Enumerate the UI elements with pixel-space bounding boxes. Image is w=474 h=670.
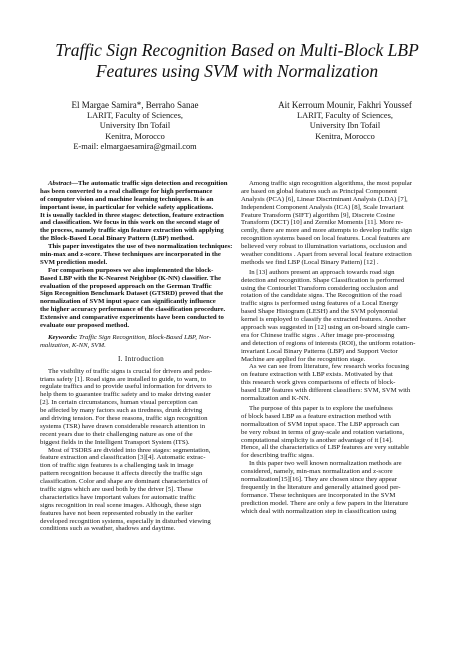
text-line: era for Chinese traffic signs . After image pre-processing [241,331,395,339]
text-line: normalization of SVM input space can significantly influence [40,298,216,306]
text-line: invariant Local Binary Patterns (LBP) and Support Vector [241,347,398,355]
text-line: min-max and z-score. These techniques are incorporated in the [40,251,221,259]
affiliation-line: LARIT, Faculty of Sciences, [297,110,393,120]
text-line: cently, there are more and more attempts to develop traffic sign [241,227,412,235]
text-line: kernel is employed to classify the extracted features. Another [241,316,407,324]
text-line: trians safety [1]. Road signs are installed to guide, to warn, to [40,375,207,383]
text-line: developed recognition systems, especially in disturbed viewing [40,517,211,525]
text-line: Based LBP with the K-Nearest Neighbor (K-NN) classifier. The [40,274,222,282]
text-line: the higher accuracy performance of the classification procedure. [40,306,226,314]
text-line: The visibility of traffic signs is crucial for drivers and pedes- [48,367,213,375]
text-line: Machine are applied for the recognition stage. [241,355,366,363]
text-line: and detection of regions of interests (ROI), the uniform rotation- [241,339,416,347]
body-paragraph [241,405,443,515]
text-line: approach was suggested in [12] using an on-board single cam- [241,324,410,332]
text-line: believed very robust to illumination variations, occlusion and [241,243,407,251]
text-line: normalization of SVM input space. The LBP approach can [241,420,400,428]
text-line: frequently in the literature and generally attained good per- [241,483,401,491]
text-line: biggest fields in the Intelligent Transport System (ITS). [40,438,190,446]
text-line: normalization and K-NN. [241,395,311,403]
author-block-2 [240,100,450,142]
text-line: and driving tension. For these reasons, traffic sign recognition [40,414,208,422]
text-line: the Block-Based Local Binary Pattern (LBP) method. [40,235,194,243]
keywords [40,334,242,350]
section-heading: I. Introduction [117,354,165,363]
text-line: Analysis (PCA) [6], Linear Discriminant Analysis (LDA) [7], [241,195,408,203]
text-line: computational simplicity is another advantage of it [14]. [241,436,393,444]
text-line: of computer vision and machine learning techniques. It is an [40,195,214,203]
text-line: Feature Transform (SIFT) algorithm [9], Discrete Cosine [241,211,395,219]
text-line: systems (TSR) have drawn considerable research attention in [40,422,206,430]
text-line: methods we find LBP (Local Binary Pattern) [12] . [241,258,379,266]
text-line: features have not been represented robustly in the earlier [40,509,193,517]
text-line: the process, namely traffic sign feature extraction with applying [40,227,224,235]
text-line: signs recognition in real scene images. Although, these sign [40,501,202,509]
text-line: prediction model. There are only a few papers in the literature [241,499,409,507]
keywords-text: Traffic Sign Recognition, Block-Based LBP, Nor- [77,333,212,341]
text-line: detection and recognition. Shape Classification is performed [241,276,405,284]
text-line: which deal with normalization step in classification using [241,507,397,515]
abstract [40,180,242,330]
text-line: In this paper two well known normalization methods are [249,460,402,468]
abstract-line [40,180,242,188]
text-line: weather conditions . Apart from several local feature extraction [241,251,412,259]
text-line: on feature extraction with LBP exists. Motivated by that [241,371,393,379]
text-line: tion of traffic sign features is a challenging task in image [40,462,194,470]
text-line: normalization[15][16]. They are chosen since they appear [241,475,397,483]
keywords-line [40,334,242,342]
text-line: Extensive and comparative experiments have been conducted to [40,314,224,322]
text-line: for describing traffic signs. [241,452,314,460]
text-line: feature extraction and classification [3][4]. Automatic extrac- [40,454,206,462]
right-column [241,180,443,515]
abstract-lead: Abstract [48,180,72,187]
text-line: Independent Component Analysis (ICA) [8], Scale Invariant [241,203,404,211]
text-line: characteristics have important values for automatic traffic [40,493,196,501]
author-names: El Margae Samira*, Berraho Sanae [71,100,199,110]
text-line: In [13] authors present an approach towards road sign [249,268,395,276]
text-line: SVM prediction model. [40,258,108,266]
text-line: pattern recognition because it affects directly the traffic sign [40,470,203,478]
author-email: E-mail: elmargaesamira@gmail.com [73,142,197,152]
author-block-1 [30,100,240,153]
text-line: are based on global features such as Principal Component [241,187,397,195]
abstract-text: —The automatic traffic sign detection and recognition [71,180,228,187]
text-line: Sign Recognition Benchmark Dataset (GTSRD) proved that the [40,290,224,298]
text-line: recent years due to their challenging nature as one of the [40,430,193,438]
keywords-label: Keywords: [48,333,78,341]
text-line: Among traffic sign recognition algorithms, the most popular [249,180,412,187]
text-line: has been converted to a real challenge for high performance [40,187,213,195]
text-line: important issue, in particular for vehicle safety applications. [40,203,214,211]
affiliation-line: LARIT, Faculty of Sciences, [87,110,183,120]
text-line: based LBP features with different classifiers: SVM, SVM with [241,387,411,395]
paper-title [20,40,454,82]
text-line: and classification. We focus in this work on the second stage of [40,219,220,227]
text-line: Hence, all the characteristics of LBP features are very suitable [241,444,410,452]
keywords-line: malization, K-NN, SVM. [40,341,106,349]
text-line: be very robust in terms of gray-scale and rotation variations, [241,428,405,436]
abstract-body [40,188,242,330]
text-line: Transform (DCT) [10] and Zernike Moments [11]. More re- [241,219,404,227]
text-line: based Shape Histogram (LESH) and the SVM polynomial [241,308,398,316]
text-line: evaluation of the proposed approach on the German Traffic [40,282,212,290]
body-paragraph [241,180,443,267]
affiliation-line: Kenitra, Morocco [105,131,165,141]
title-line: Features using SVM with Normalization [95,61,379,81]
introduction-body [40,368,242,534]
left-column [40,180,242,533]
text-line: The purpose of this paper is to explore the usefulness [249,404,393,412]
text-line: traffic signs is performed using features of a Local Energy [241,300,399,308]
text-line: This paper investigates the use of two normalization techniques: [48,243,233,251]
affiliation-line: University Ibn Tofail [99,121,171,131]
text-line: traffic signs which are used both by the driver [5]. These [40,485,193,493]
text-line: conditions such as weather, shadows and daytime. [40,525,176,533]
text-line: evaluate our proposed method. [40,322,130,330]
text-line: For comparison purposes we also implemented the block- [48,266,214,274]
affiliation-line: University Ibn Tofail [309,121,381,131]
text-line: considered, namely, min-max normalization and z-score [241,468,393,476]
text-line: classification. Color and shape are dominant characteristics of [40,478,208,486]
text-line: [2]. In certain circumstances, human visual perception can [40,399,198,407]
text-line: rotation of the candidate signs. The Recognition of the road [241,292,402,300]
text-line: recognition systems based on local features. Local features are [241,235,410,243]
author-names: Ait Kerroum Mounir, Fakhri Youssef [278,100,412,110]
text-line: It is usually tackled in three stages: detection, feature extraction [40,211,224,219]
text-line: formance. These techniques are incorporated in the SVM [241,491,396,499]
text-line: regulate traffics and to provide useful information for drivers to [40,383,212,391]
text-line: using the Contourlet Transform considering occlusion and [241,284,399,292]
text-line: this research work gives comparisons of effects of block- [241,379,396,387]
text-line: As we can see from literature, few research works focusing [249,363,410,371]
text-line: of block based LBP as a feature extraction method with [241,412,391,420]
body-paragraph [241,269,443,403]
text-line: be affected by many factors such as tiredness, drunk driving [40,407,203,415]
text-line: Most of TSDRS are divided into three stages: segmentation, [48,446,211,454]
title-line: Traffic Sign Recognition Based on Multi-Block LBP [55,40,419,60]
affiliation-line: Kenitra, Morocco [315,131,375,141]
text-line: help them to guarantee traffic safety and to make driving easier [40,391,211,399]
